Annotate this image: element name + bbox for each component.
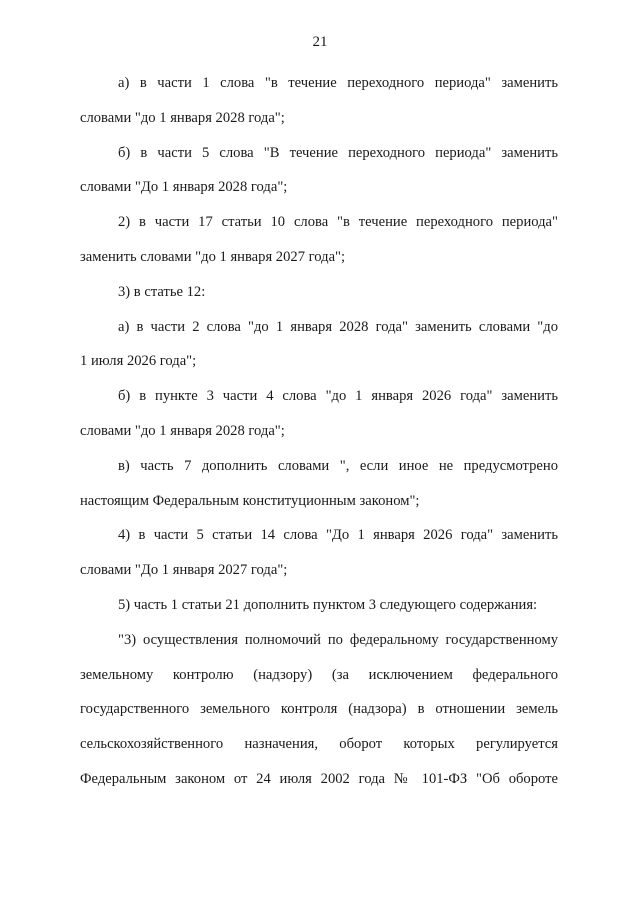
paragraph xyxy=(80,275,558,310)
paragraph xyxy=(80,66,558,136)
paragraph-line: б) в пункте 3 части 4 слова "до 1 января 2026 года" заменить xyxy=(118,388,558,405)
paragraph xyxy=(80,205,558,275)
paragraph-line: словами "до 1 января 2028 года"; xyxy=(80,109,285,126)
paragraph-line: заменить словами "до 1 января 2027 года"; xyxy=(80,248,346,265)
paragraph-line: в) часть 7 дополнить словами ", если иное не предусмотрено xyxy=(118,457,558,474)
paragraph-line: б) в части 5 слова "В течение переходного периода" заменить xyxy=(118,144,558,161)
paragraph xyxy=(80,588,558,623)
paragraph xyxy=(80,449,558,519)
paragraph xyxy=(80,623,558,797)
paragraph xyxy=(80,518,558,588)
paragraph xyxy=(80,379,558,449)
page-number: 21 xyxy=(312,34,328,50)
paragraph-line: 2) в части 17 статьи 10 слова "в течение переходного периода" xyxy=(118,214,558,231)
paragraph-line: настоящим Федеральным конституционным законом"; xyxy=(80,492,420,509)
paragraph-line: а) в части 1 слова "в течение переходного периода" заменить xyxy=(118,75,558,91)
paragraph-line: а) в части 2 слова "до 1 января 2028 года" заменить словами "до xyxy=(118,318,558,335)
paragraph-line: "3) осуществления полномочий по федеральному государственному xyxy=(118,631,558,648)
paragraph xyxy=(80,136,558,206)
paragraph xyxy=(80,310,558,380)
paragraph-line: 3) в статье 12: xyxy=(118,283,206,300)
paragraph-line: земельному контролю (надзору) (за исключением федерального xyxy=(80,666,558,683)
paragraph-line: словами "До 1 января 2027 года"; xyxy=(80,562,288,579)
paragraph-line: словами "До 1 января 2028 года"; xyxy=(80,179,288,196)
paragraph-line: государственного земельного контроля (надзора) в отношении земель xyxy=(80,701,558,718)
paragraph-line: сельскохозяйственного назначения, оборот которых регулируется xyxy=(80,736,558,753)
document-body xyxy=(80,66,558,797)
paragraph-line: 5) часть 1 статьи 21 дополнить пунктом 3 следующего содержания: xyxy=(118,596,538,613)
paragraph-line: 4) в части 5 статьи 14 слова "До 1 января 2026 года" заменить xyxy=(118,527,558,544)
paragraph-line: словами "до 1 января 2028 года"; xyxy=(80,422,285,439)
paragraph-line: Федеральным законом от 24 июля 2002 года № 101-ФЗ "Об обороте xyxy=(80,770,558,787)
paragraph-line: 1 июля 2026 года"; xyxy=(80,353,197,370)
